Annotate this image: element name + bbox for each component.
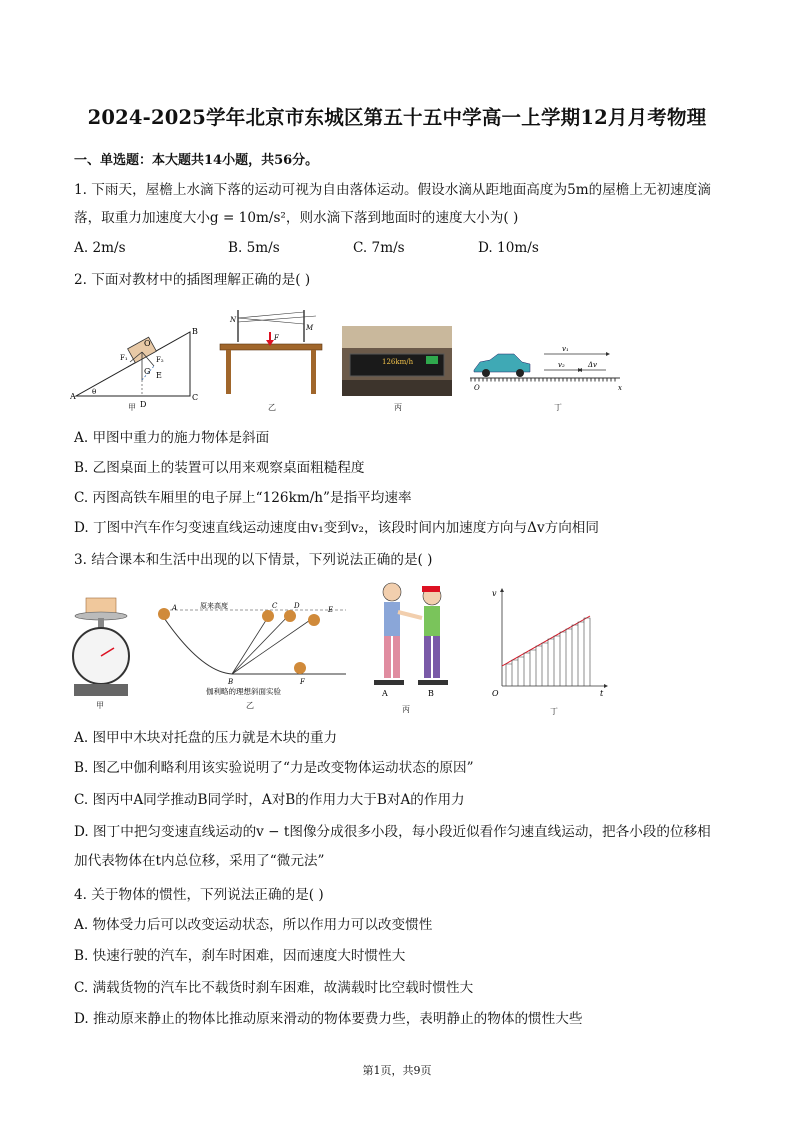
q1-stem-line1: 1. 下雨天，屋檐上水滴下落的运动可视为自由落体运动。假设水滴从距地面高度为5m的屋檐上无初速度滴 — [74, 182, 711, 198]
vt-graph-bars — [506, 618, 590, 686]
q3-students-figure — [360, 578, 470, 700]
label-dv: Δv — [588, 361, 598, 369]
q3-fig-ding-caption: 丁 — [550, 707, 558, 716]
q4-option-a: A. 物体受力后可以改变运动状态，所以作用力可以改变惯性 — [74, 917, 433, 933]
q1-option-c: C. 7m/s — [353, 240, 405, 256]
label-c: C — [192, 393, 199, 402]
student-a-label: A — [382, 689, 388, 698]
q2-option-c: C. 丙图高铁车厢里的电子屏上“126km/h”是指平均速率 — [74, 490, 412, 506]
q3-fig-bing-caption: 丙 — [402, 705, 410, 714]
ramp-point-e: E — [328, 606, 334, 614]
ramp-point-d: D — [294, 602, 300, 610]
q1-option-a: A. 2m/s — [74, 240, 126, 256]
q3-option-b: B. 图乙中伽利略利用该实验说明了“力是改变物体运动状态的原因” — [74, 760, 474, 776]
q3-fig-jia-caption: 甲 — [96, 701, 104, 710]
q3-stem: 3. 结合课本和生活中出现的以下情景，下列说法正确的是( ) — [74, 552, 433, 568]
page-footer: 第1页，共9页 — [362, 1064, 432, 1077]
ramp-point-c: C — [272, 602, 278, 610]
ramp-point-f: F — [300, 678, 305, 686]
label-b: B — [192, 327, 198, 336]
label-o: O — [144, 339, 151, 348]
student-b-label: B — [428, 689, 434, 698]
label-a: A — [70, 392, 76, 401]
q2-option-b: B. 乙图桌面上的装置可以用来观察桌面粗糙程度 — [74, 460, 365, 476]
label-v2: v₂ — [558, 361, 565, 369]
q3-galileo-ramp-figure — [150, 598, 346, 698]
q2-option-d: D. 丁图中汽车作匀变速直线运动速度由v₁变到v₂，该段时间内加速度方向与Δv方向相同 — [74, 520, 599, 536]
q2-fig-yi-caption: 乙 — [268, 403, 276, 412]
q2-option-a: A. 甲图中重力的施力物体是斜面 — [74, 430, 270, 446]
page-title: 2024-2025学年北京市东城区第五十五中学高一上学期12月月考物理 — [87, 106, 707, 129]
label-theta: θ — [92, 388, 97, 396]
q4-option-c: C. 满载货物的汽车比不载货时刹车困难，故满载时比空载时惯性大 — [74, 980, 474, 996]
q4-stem: 4. 关于物体的惯性，下列说法正确的是( ) — [74, 887, 324, 903]
label-f2: F₂ — [156, 356, 164, 364]
label-origin: O — [474, 384, 480, 392]
q1-option-b: B. 5m/s — [228, 240, 280, 256]
vt-axis-origin: O — [492, 689, 499, 698]
vt-axis-t: t — [600, 689, 604, 698]
label-d: D — [140, 400, 147, 409]
label-e: E — [156, 371, 162, 380]
label-x: x — [618, 384, 622, 392]
label-n: N — [230, 316, 237, 324]
q2-fig-jia-caption: 甲 — [128, 403, 136, 412]
label-v1: v₁ — [562, 345, 569, 353]
label-f1: F₁ — [120, 354, 128, 362]
q3-option-d: D. 图丁中把匀变速直线运动的v − t图像分成很多小段，每小段近似看作匀速直线运动，把各小段的位移相 — [74, 824, 711, 840]
q2-table-figure — [216, 306, 326, 400]
q4-option-b: B. 快速行驶的汽车，刹车时困难，因而速度大时惯性大 — [74, 948, 406, 964]
label-f: F — [274, 334, 279, 342]
q2-incline-figure — [70, 322, 200, 412]
train-speed-display: 126km/h — [382, 358, 414, 366]
q2-stem: 2. 下面对教材中的插图理解正确的是( ) — [74, 272, 311, 288]
q3-scale-figure — [68, 594, 134, 700]
q2-fig-ding-caption: 丁 — [554, 403, 562, 412]
ramp-caption: 伽利略的理想斜面实验 — [206, 687, 281, 696]
q3-option-a: A. 图甲中木块对托盘的压力就是木块的重力 — [74, 730, 338, 746]
label-g: G — [144, 367, 151, 376]
q2-fig-bing-caption: 丙 — [394, 403, 402, 412]
ramp-point-b: B — [228, 678, 234, 686]
q2-train-screen-photo — [342, 326, 452, 396]
q3-vt-graph-figure — [490, 586, 608, 700]
label-m: M — [306, 324, 314, 332]
q3-option-c: C. 图丙中A同学推动B同学时，A对B的作用力大于B对A的作用力 — [74, 792, 465, 808]
vt-axis-v: v — [492, 589, 497, 598]
q3-fig-yi-caption: 乙 — [246, 701, 254, 710]
q1-stem-line2: 落，取重力加速度大小g = 10m/s²，则水滴下落到地面时的速度大小为( ) — [74, 210, 519, 226]
q2-car-figure — [468, 340, 628, 398]
section-heading: 一、单选题：本大题共14小题，共56分。 — [74, 153, 319, 168]
ramp-original-height-label: 原来高度 — [200, 602, 228, 610]
q4-option-d: D. 推动原来静止的物体比推动原来滑动的物体要费力些，表明静止的物体的惯性大些 — [74, 1011, 583, 1027]
q3-option-d-cont: 加代表物体在t内总位移，采用了“微元法” — [74, 853, 325, 869]
q1-option-d: D. 10m/s — [478, 240, 539, 256]
ramp-point-a: A — [172, 604, 178, 612]
